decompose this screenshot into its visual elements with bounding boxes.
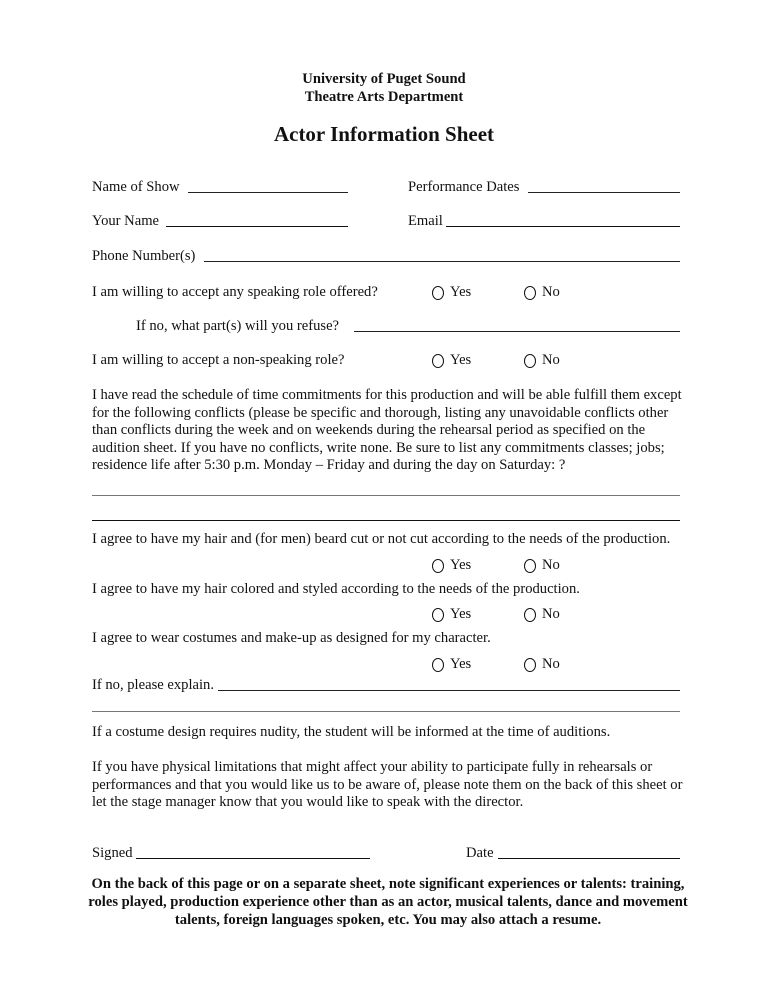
nudity-paragraph: If a costume design requires nudity, the student will be informed at the time of auditions. [92,724,611,740]
question-costumes: I agree to wear costumes and make-up as designed for my character. [92,630,491,646]
performance-dates-field[interactable] [528,192,680,193]
page-title: Actor Information Sheet [273,122,495,146]
show-name-field[interactable] [188,192,348,193]
non-speaking-yes-radio[interactable] [432,352,471,369]
radio-label: No [542,284,560,300]
department-name: Theatre Arts Department [304,89,464,105]
explain-field-line-2[interactable] [92,711,680,712]
radio-label: Yes [450,284,472,300]
non-speaking-no-radio[interactable] [524,352,560,369]
hair-cut-yes-radio[interactable] [432,557,471,574]
date-field[interactable] [498,858,680,859]
question-hair-cut: I agree to have my hair and (for men) beard cut or not cut according to the needs of the production. [92,531,671,547]
phone-label: Phone Number(s) [92,248,196,264]
radio-circle-icon [432,286,444,300]
refuse-parts-field[interactable] [354,331,680,332]
conflicts-line-2[interactable] [92,520,680,521]
hair-color-no-radio[interactable] [524,606,560,623]
signature-field[interactable] [136,858,370,859]
explain-label: If no, please explain. [92,677,214,693]
radio-label: Yes [450,656,472,672]
back-of-page-note: On the back of this page or on a separate sheet, note significant experiences or talents: training, roles played, production experience other than as an actor, musical talents, dance and movement talents, foreign languages spoken, etc. You may also attach a resume. [88,876,688,928]
show-name-label: Name of Show [92,179,180,195]
conflicts-line-1[interactable] [92,495,680,496]
hair-color-yes-radio[interactable] [432,606,471,623]
radio-circle-icon [524,559,536,573]
radio-circle-icon [432,559,444,573]
signed-label: Signed [92,845,133,861]
question-hair-color: I agree to have my hair colored and styled according to the needs of the production. [92,581,580,597]
radio-circle-icon [524,354,536,368]
performance-dates-label: Performance Dates [408,179,520,195]
radio-circle-icon [524,608,536,622]
limitations-paragraph: If you have physical limitations that might affect your ability to participate fully in rehearsals or performances and that you would like us to be aware of, please note them on the back of this sheet or let the stage manager know that you would like to speak with the director. [92,759,683,810]
costumes-no-radio[interactable] [524,656,560,673]
radio-label: No [542,557,560,573]
conflicts-paragraph: I have read the schedule of time commitments for this production and will be able fulfill them except for the following conflicts (please be specific and thorough, listing any unavoidable conflicts other than conflicts during the week and on weekends during the rehearsal period as specified on the audition sheet. If you have no conflicts, write none. Be sure to list any commitments classes; jobs; residence life after 5:30 p.m. Monday – Friday and during the day on Saturday: ? [92,387,682,473]
radio-circle-icon [432,658,444,672]
question-non-speaking-role: I am willing to accept a non-speaking role? [92,352,345,368]
explain-field-line-1[interactable] [218,690,680,691]
radio-label: Yes [450,352,472,368]
radio-circle-icon [432,354,444,368]
radio-circle-icon [524,658,536,672]
phone-field[interactable] [204,261,680,262]
your-name-field[interactable] [166,226,348,227]
costumes-yes-radio[interactable] [432,656,471,673]
email-field[interactable] [446,226,680,227]
speaking-role-yes-radio[interactable] [432,284,471,301]
question-speaking-role: I am willing to accept any speaking role offered? [92,284,378,300]
radio-label: No [542,352,560,368]
your-name-label: Your Name [92,213,160,229]
refuse-parts-label: If no, what part(s) will you refuse? [136,318,340,334]
hair-cut-no-radio[interactable] [524,557,560,574]
radio-label: Yes [450,557,472,573]
radio-circle-icon [524,286,536,300]
email-label: Email [408,213,443,229]
speaking-role-no-radio[interactable] [524,284,560,301]
radio-label: Yes [450,606,472,622]
institution-name: University of Puget Sound [302,71,466,87]
radio-circle-icon [432,608,444,622]
radio-label: No [542,606,560,622]
date-label: Date [466,845,494,861]
radio-label: No [542,656,560,672]
